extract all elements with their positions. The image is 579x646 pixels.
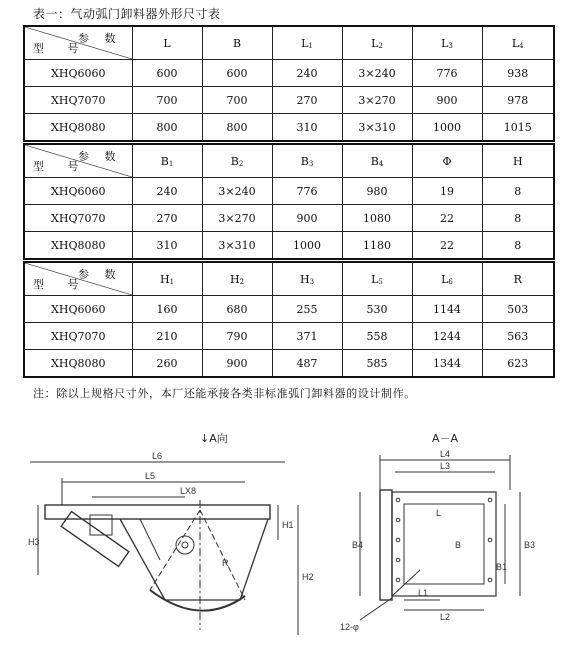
model-cell: XHQ7070 — [24, 87, 132, 114]
header-subscript: 3 — [309, 277, 315, 286]
value-cell: 700 — [132, 87, 202, 114]
header-symbol: H — [299, 272, 310, 286]
header-symbol: B — [230, 154, 239, 168]
value-cell: 22 — [412, 205, 482, 232]
header-symbol: Φ — [442, 154, 452, 168]
header-subscript: 4 — [378, 159, 384, 168]
dim-h3: H3 — [28, 537, 40, 547]
header-symbol: L — [441, 272, 449, 286]
header-subscript: 2 — [239, 277, 245, 286]
footnote: 注：除以上规格尺寸外，本厂还能承接各类非标准弧门卸料器的设计制作。 — [33, 387, 416, 400]
corner-model-label: 型 号 — [33, 42, 89, 55]
value-cell: 1180 — [342, 232, 412, 260]
header-subscript: 6 — [448, 277, 453, 286]
value-cell: 978 — [482, 87, 554, 114]
value-cell: 503 — [482, 296, 554, 323]
model-cell: XHQ7070 — [24, 323, 132, 350]
header-subscript: 3 — [308, 159, 314, 168]
value-cell: 776 — [272, 178, 342, 205]
dim-l2: L2 — [440, 612, 451, 622]
header-symbol: H — [159, 272, 170, 286]
model-cell: XHQ6060 — [24, 296, 132, 323]
model-cell: XHQ7070 — [24, 205, 132, 232]
header-subscript: 1 — [308, 41, 313, 50]
dim-l3: L3 — [440, 461, 451, 471]
header-symbol: B — [160, 154, 169, 168]
corner-param-label: 参 数 — [78, 150, 122, 163]
value-cell: 3×310 — [202, 232, 272, 260]
header-symbol: H — [229, 272, 240, 286]
value-cell: 3×310 — [342, 114, 412, 142]
header-symbol: B — [300, 154, 309, 168]
header-symbol: L — [511, 36, 520, 50]
value-cell: 8 — [482, 232, 554, 260]
model-cell: XHQ8080 — [24, 232, 132, 260]
corner-param-label: 参 数 — [78, 32, 122, 45]
dim-r: R — [222, 558, 229, 568]
section-label: A－A — [432, 432, 459, 445]
value-cell: 600 — [202, 60, 272, 87]
dim-l4: L4 — [440, 449, 451, 459]
dim-lx: LX8 — [180, 486, 197, 496]
value-cell: 1344 — [412, 350, 482, 378]
header-subscript: 4 — [519, 41, 524, 50]
header-subscript: 2 — [238, 159, 244, 168]
header-symbol: L — [163, 36, 171, 50]
value-cell: 1015 — [482, 114, 554, 142]
dim-l: L — [436, 508, 442, 518]
value-cell: 255 — [272, 296, 342, 323]
corner-model-label: 型 号 — [33, 278, 89, 291]
value-cell: 700 — [202, 87, 272, 114]
value-cell: 160 — [132, 296, 202, 323]
value-cell: 776 — [412, 60, 482, 87]
value-cell: 600 — [132, 60, 202, 87]
header-subscript: 1 — [169, 277, 175, 286]
value-cell: 1144 — [412, 296, 482, 323]
header-symbol: R — [513, 272, 522, 286]
dim-l1: L1 — [418, 588, 429, 598]
value-cell: 800 — [202, 114, 272, 142]
model-cell: XHQ8080 — [24, 350, 132, 378]
table-caption: 表一：气动弧门卸料器外形尺寸表 — [33, 7, 221, 21]
header-symbol: H — [512, 154, 523, 168]
value-cell: 260 — [132, 350, 202, 378]
value-cell: 210 — [132, 323, 202, 350]
value-cell: 3×240 — [342, 60, 412, 87]
value-cell: 240 — [132, 178, 202, 205]
value-cell: 900 — [272, 205, 342, 232]
value-cell: 938 — [482, 60, 554, 87]
value-cell: 371 — [272, 323, 342, 350]
value-cell: 270 — [132, 205, 202, 232]
value-cell: 3×270 — [202, 205, 272, 232]
header-subscript: 5 — [378, 277, 383, 286]
value-cell: 3×240 — [202, 178, 272, 205]
value-cell: 900 — [412, 87, 482, 114]
value-cell: 240 — [272, 60, 342, 87]
model-cell: XHQ8080 — [24, 114, 132, 142]
dim-hole: 12-φ — [340, 622, 359, 632]
value-cell: 980 — [342, 178, 412, 205]
value-cell: 790 — [202, 323, 272, 350]
value-cell: 585 — [342, 350, 412, 378]
value-cell: 8 — [482, 205, 554, 232]
dim-b4: B4 — [352, 540, 364, 550]
header-symbol: L — [301, 36, 309, 50]
corner-param-label: 参 数 — [78, 268, 122, 281]
value-cell: 3×270 — [342, 87, 412, 114]
header-subscript: 2 — [378, 41, 383, 50]
dim-b3: B3 — [524, 540, 536, 550]
value-cell: 1080 — [342, 205, 412, 232]
header-symbol: B — [232, 36, 242, 50]
front-view — [30, 462, 298, 635]
dim-b: B — [455, 540, 462, 550]
value-cell: 1000 — [412, 114, 482, 142]
value-cell: 800 — [132, 114, 202, 142]
value-cell: 310 — [272, 114, 342, 142]
dim-h1: H1 — [282, 520, 294, 530]
value-cell: 270 — [272, 87, 342, 114]
value-cell: 563 — [482, 323, 554, 350]
value-cell: 530 — [342, 296, 412, 323]
value-cell: 310 — [132, 232, 202, 260]
section-view — [360, 455, 520, 620]
dim-h2: H2 — [302, 572, 314, 582]
view-a-label: ↓A向 — [200, 432, 228, 445]
value-cell: 487 — [272, 350, 342, 378]
dim-l5: L5 — [145, 471, 156, 481]
value-cell: 680 — [202, 296, 272, 323]
value-cell: 623 — [482, 350, 554, 378]
header-symbol: L — [441, 36, 449, 50]
header-symbol: L — [371, 36, 379, 50]
model-cell: XHQ6060 — [24, 60, 132, 87]
header-symbol: L — [371, 272, 379, 286]
corner-model-label: 型 号 — [33, 160, 89, 173]
value-cell: 8 — [482, 178, 554, 205]
dim-b1: B1 — [496, 562, 508, 572]
header-subscript: 1 — [168, 159, 174, 168]
header-symbol: B — [370, 154, 379, 168]
value-cell: 558 — [342, 323, 412, 350]
model-cell: XHQ6060 — [24, 178, 132, 205]
value-cell: 1244 — [412, 323, 482, 350]
header-subscript: 3 — [448, 41, 453, 50]
dim-l6: L6 — [152, 451, 163, 461]
value-cell: 19 — [412, 178, 482, 205]
value-cell: 22 — [412, 232, 482, 260]
value-cell: 900 — [202, 350, 272, 378]
value-cell: 1000 — [272, 232, 342, 260]
